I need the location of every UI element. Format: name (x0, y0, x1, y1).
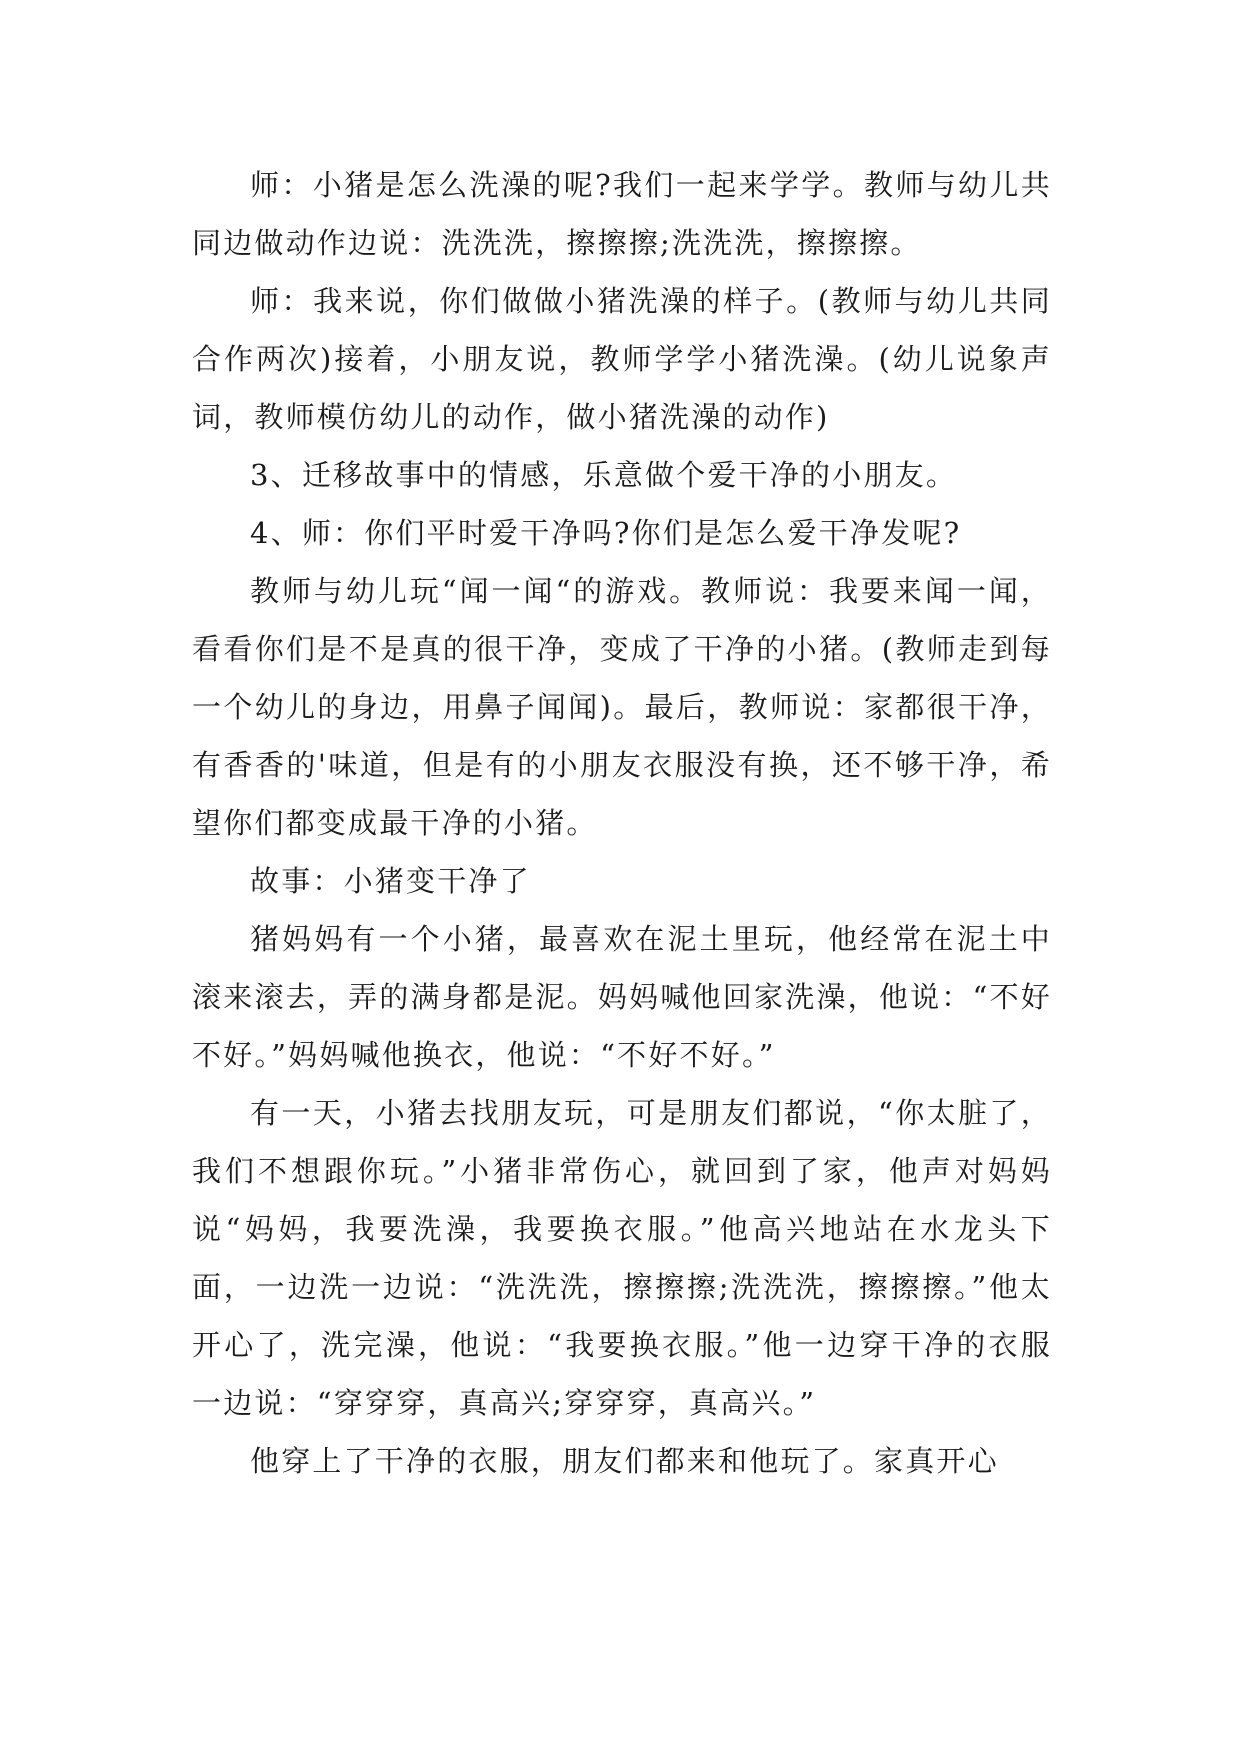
story-title: 故事：小猪变干净了 (250, 864, 531, 898)
paragraph-1: 师：小猪是怎么洗澡的呢?我们一起来学学。教师与幼儿共同边做动作边说：洗洗洗，擦擦擦;洗洗洗，擦擦擦。 (192, 168, 1052, 260)
paragraph-4: 4、师：你们平时爱干净吗?你们是怎么爱干净发呢? (250, 516, 962, 550)
paragraph-2: 师：我来说，你们做做小猪洗澡的样子。(教师与幼儿共同合作两次)接着，小朋友说，教师学学小猪洗澡。(幼儿说象声词，教师模仿幼儿的动作，做小猪洗澡的动作) (192, 284, 1052, 434)
paragraph-8: 有一天，小猪去找朋友玩，可是朋友们都说，“你太脏了，我们不想跟你玩。”小猪非常伤心，就回到了家，他声对妈妈说“妈妈，我要洗澡，我要换衣服。”他高兴地站在水龙头下面，一边洗一边说：“洗洗洗，擦擦擦;洗洗洗，擦擦擦。”他太开心了，洗完澡，他说：“我要换衣服。”他一边穿干净的衣服一边说：“穿穿穿，真高兴;穿穿穿，真高兴。” (192, 1096, 1052, 1420)
paragraph-5: 教师与幼儿玩“闻一闻“的游戏。教师说：我要来闻一闻，看看你们是不是真的很干净，变成了干净的小猪。(教师走到每一个幼儿的身边，用鼻子闻闻)。最后，教师说：家都很干净，有香香的'味道，但是有的小朋友衣服没有换，还不够干净，希望你们都变成最干净的小猪。 (192, 574, 1052, 840)
paragraph-7: 猪妈妈有一个小猪，最喜欢在泥土里玩，他经常在泥土中滚来滚去，弄的满身都是泥。妈妈喊他回家洗澡，他说：“不好不好。”妈妈喊他换衣，他说：“不好不好。” (192, 922, 1052, 1072)
document-page (192, 156, 1052, 1490)
paragraph-3: 3、迁移故事中的情感，乐意做个爱干净的小朋友。 (250, 458, 958, 492)
paragraph-9: 他穿上了干净的衣服，朋友们都来和他玩了。家真开心 (250, 1444, 999, 1478)
